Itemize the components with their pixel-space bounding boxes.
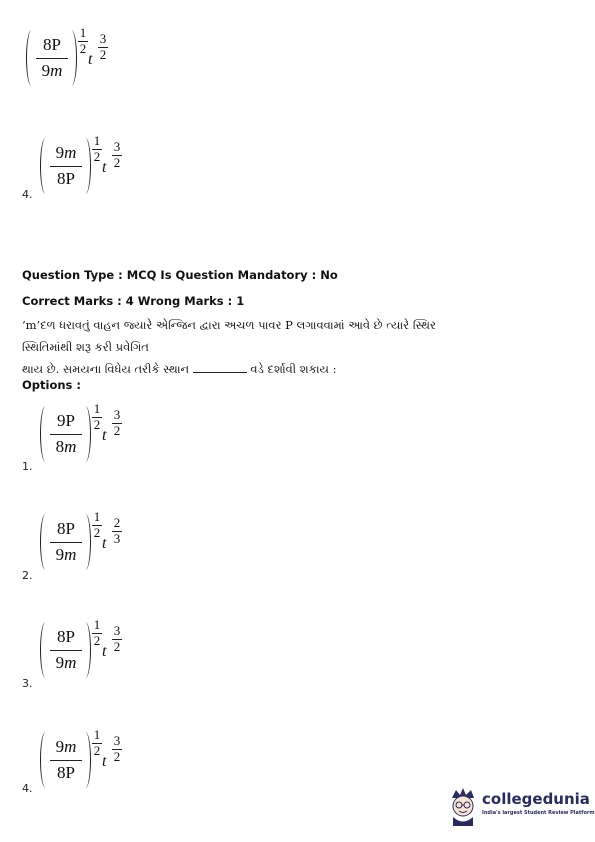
fraction-denominator: 9m (55, 653, 77, 672)
fraction-numerator: 8P (57, 519, 75, 538)
exponent-numerator: 1 (79, 25, 87, 40)
option-number: 2. (22, 569, 33, 582)
fraction-bar (50, 542, 82, 543)
formula-option-4 (40, 727, 150, 792)
time-exponent-numerator: 2 (113, 515, 121, 530)
question-text-line-2-end: વડે દર્શાવી શકાય : (250, 362, 337, 376)
time-exponent-denominator: 2 (113, 749, 121, 764)
formula-option-2 (40, 509, 150, 574)
exponent-denominator: 2 (93, 149, 101, 164)
collegedunia-watermark (446, 786, 595, 826)
time-exponent-denominator: 2 (113, 423, 121, 438)
question-type-line: Question Type : MCQ Is Question Mandatory : No (22, 268, 338, 282)
fraction-denominator: 9m (55, 545, 77, 564)
time-exponent-denominator: 2 (99, 47, 107, 62)
fraction-denominator: 8P (57, 763, 75, 782)
exponent-denominator: 2 (93, 525, 101, 540)
time-exponent-denominator: 2 (113, 155, 121, 170)
question-text-line-2 (22, 358, 482, 380)
fraction-bar (36, 58, 68, 59)
fraction-denominator: 8m (55, 437, 77, 456)
fraction-bar (50, 434, 82, 435)
exponent-numerator: 1 (93, 401, 101, 416)
exponent-denominator: 2 (79, 41, 87, 56)
time-variable: t (102, 535, 107, 552)
fraction-denominator: 9m (41, 61, 63, 80)
fraction-denominator: 8P (57, 169, 75, 188)
mascot-icon (446, 786, 480, 826)
time-variable: t (102, 753, 107, 770)
brand-tagline: India's largest Student Review Platform (482, 810, 595, 816)
time-exponent-numerator: 3 (113, 733, 121, 748)
option-number: 4. (22, 782, 33, 795)
options-label: Options : (22, 378, 81, 392)
answer-blank (193, 360, 247, 373)
question-text (22, 314, 482, 380)
time-variable: t (102, 427, 107, 444)
fraction-bar (50, 166, 82, 167)
option-number: 3. (22, 677, 33, 690)
exponent-numerator: 1 (93, 617, 101, 632)
fraction-bar (50, 760, 82, 761)
time-exponent-numerator: 3 (99, 31, 107, 46)
exponent-numerator: 1 (93, 727, 101, 742)
formula-option-1 (40, 401, 150, 466)
fraction-numerator: 9m (55, 143, 77, 162)
formula-top-option-4 (40, 133, 150, 198)
formula-top-option-a (26, 25, 136, 90)
formula-option-3 (40, 617, 150, 682)
fraction-numerator: 8P (43, 35, 61, 54)
time-exponent-numerator: 3 (113, 407, 121, 422)
question-text-line-2-start: થાય છે. સમયના વિધેય તરીકે સ્થાન (22, 362, 190, 376)
time-variable: t (88, 51, 93, 68)
marks-line: Correct Marks : 4 Wrong Marks : 1 (22, 294, 245, 308)
time-variable: t (102, 159, 107, 176)
time-exponent-denominator: 3 (113, 531, 121, 546)
exponent-numerator: 1 (93, 509, 101, 524)
time-exponent-numerator: 3 (113, 623, 121, 638)
option-number: 1. (22, 460, 33, 473)
time-exponent-numerator: 3 (113, 139, 121, 154)
time-variable: t (102, 643, 107, 660)
fraction-numerator: 8P (57, 627, 75, 646)
question-text-line-1: ‘m’દળ ધરાવતું વાહન જ્યારે એન્જિન દ્વારા અચળ પાવર P લગાવવામાં આવે છે ત્યારે સ્થિર સ્થિતિમાંથી શરૂ કરી પ્રવેગિત (22, 318, 436, 354)
exponent-numerator: 1 (93, 133, 101, 148)
fraction-bar (50, 650, 82, 651)
fraction-numerator: 9P (57, 411, 75, 430)
time-exponent-denominator: 2 (113, 639, 121, 654)
exponent-denominator: 2 (93, 743, 101, 758)
fraction-numerator: 9m (55, 737, 77, 756)
option-number: 4. (22, 188, 33, 201)
exponent-denominator: 2 (93, 633, 101, 648)
brand-name: collegedunia (482, 790, 590, 808)
exponent-denominator: 2 (93, 417, 101, 432)
